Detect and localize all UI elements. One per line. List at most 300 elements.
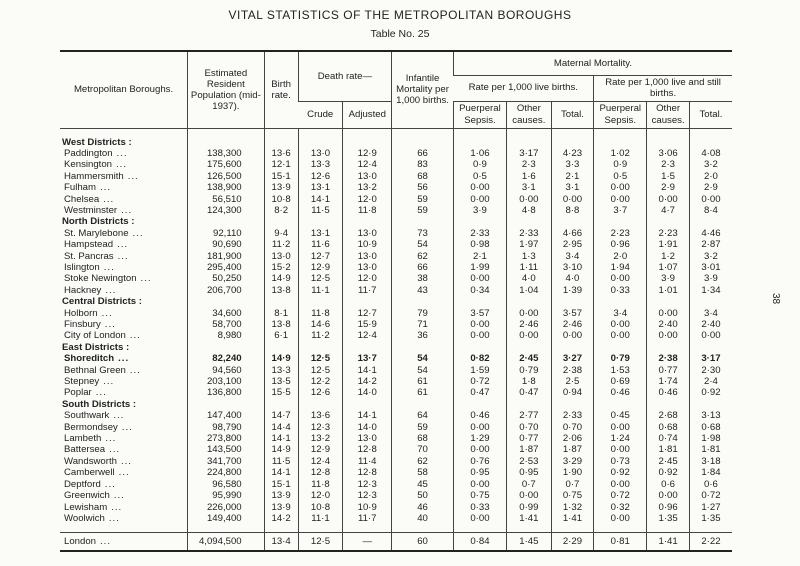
header-borough: Metropolitan Boroughs. xyxy=(60,51,188,128)
cell-l-total: 1·90 xyxy=(551,467,594,478)
cell-birth-rate: 8·1 xyxy=(264,308,298,319)
borough-name: Bethnal Green xyxy=(64,364,126,376)
cell-s-puerperal: 2·23 xyxy=(594,228,647,239)
cell-birth-rate: 12·1 xyxy=(264,159,298,170)
cell-s-other: 2·40 xyxy=(647,319,690,330)
cell-l-other: 2·53 xyxy=(507,456,552,467)
cell-s-puerperal: 0·9 xyxy=(594,159,647,170)
cell-infantile: 60 xyxy=(392,533,454,552)
cell-l-total: 3·4 xyxy=(551,251,594,262)
cell-population: 181,900 xyxy=(188,251,265,262)
cell-s-other: 0·00 xyxy=(647,308,690,319)
cell-s-total: 3·2 xyxy=(689,251,732,262)
cell-l-other: 0·70 xyxy=(507,422,552,433)
cell-l-total: 0·70 xyxy=(551,422,594,433)
header-population: Estimated Resident Population (mid-1937). xyxy=(188,51,265,128)
cell-s-other: 2·23 xyxy=(647,228,690,239)
cell-l-total: 1·32 xyxy=(551,502,594,513)
leader-dots: ... xyxy=(109,444,121,456)
cell-s-total: 2·22 xyxy=(689,533,732,552)
cell-l-puerperal: 0·72 xyxy=(453,376,506,387)
cell-s-total: 2·9 xyxy=(689,182,732,193)
cell-adjusted: 13·7 xyxy=(343,353,392,364)
cell-l-other: 1·8 xyxy=(507,376,552,387)
cell-l-total: 0·75 xyxy=(551,490,594,501)
cell-l-total: 2·06 xyxy=(551,433,594,444)
borough-name: Islington xyxy=(64,261,100,273)
section-header-row xyxy=(60,137,732,148)
cell-s-total: 3·2 xyxy=(689,159,732,170)
cell-l-other: 3·17 xyxy=(507,148,552,159)
cell-l-puerperal: 1·99 xyxy=(453,262,506,273)
borough-name: Paddington xyxy=(64,147,113,159)
cell-s-other: 0·00 xyxy=(647,490,690,501)
cell-l-puerperal: 1·06 xyxy=(453,148,506,159)
cell-birth-rate: 14·9 xyxy=(264,444,298,455)
cell-adjusted: 13·0 xyxy=(343,433,392,444)
cell-crude: 12·5 xyxy=(298,365,343,376)
cell-l-puerperal: 3·57 xyxy=(453,308,506,319)
header-birth-rate: Birth rate. xyxy=(264,51,298,128)
cell-birth-rate: 13·9 xyxy=(264,502,298,513)
cell-infantile: 68 xyxy=(392,171,454,182)
table-row xyxy=(60,330,732,341)
page-number: 38 xyxy=(770,292,782,305)
cell-birth-rate: 15·1 xyxy=(264,479,298,490)
cell-l-total: 2·38 xyxy=(551,365,594,376)
cell-l-total: 2·95 xyxy=(551,239,594,250)
cell-s-other: 1·2 xyxy=(647,251,690,262)
cell-infantile: 79 xyxy=(392,308,454,319)
cell-l-puerperal: 0·00 xyxy=(453,273,506,284)
cell-l-other: 2·3 xyxy=(507,159,552,170)
cell-population: 126,500 xyxy=(188,171,265,182)
cell-s-puerperal: 0·72 xyxy=(594,490,647,501)
section-header-row xyxy=(60,216,732,227)
cell-adjusted: 14·0 xyxy=(343,387,392,398)
borough-name: Hackney xyxy=(64,284,102,296)
table-row xyxy=(60,467,732,478)
cell-s-puerperal: 0·00 xyxy=(594,330,647,341)
table-row xyxy=(60,410,732,421)
cell-s-total: 3·17 xyxy=(689,353,732,364)
leader-dots: ... xyxy=(127,170,139,182)
cell-s-puerperal: 1·94 xyxy=(594,262,647,273)
cell-adjusted: 12·3 xyxy=(343,490,392,501)
cell-s-other: 1·41 xyxy=(647,533,690,552)
cell-s-puerperal: 0·00 xyxy=(594,444,647,455)
cell-infantile: 68 xyxy=(392,433,454,444)
cell-l-puerperal: 1·59 xyxy=(453,365,506,376)
cell-s-puerperal: 0·73 xyxy=(594,456,647,467)
cell-s-puerperal: 3·7 xyxy=(594,205,647,216)
cell-s-puerperal: 1·24 xyxy=(594,433,647,444)
cell-birth-rate: 14·9 xyxy=(264,353,298,364)
table-row xyxy=(60,273,732,284)
cell-s-total: 2·0 xyxy=(689,171,732,182)
header-per-live: Rate per 1,000 live births. xyxy=(453,75,593,101)
cell-infantile: 64 xyxy=(392,410,454,421)
cell-l-total: 1·39 xyxy=(551,285,594,296)
cell-l-other: 0·7 xyxy=(507,479,552,490)
cell-s-puerperal: 0·5 xyxy=(594,171,647,182)
cell-crude: 13·0 xyxy=(298,148,343,159)
borough-name: Greenwich xyxy=(64,490,110,502)
cell-l-puerperal: 0·00 xyxy=(453,513,506,524)
leader-dots: ... xyxy=(117,250,129,262)
cell-s-total: 8·4 xyxy=(689,205,732,216)
borough-name: Woolwich xyxy=(64,512,105,524)
leader-dots: ... xyxy=(121,421,133,433)
leader-dots: ... xyxy=(140,273,152,285)
cell-l-puerperal: 1·29 xyxy=(453,433,506,444)
table-row xyxy=(60,513,732,524)
cell-population: 138,300 xyxy=(188,148,265,159)
cell-l-puerperal: 0·00 xyxy=(453,182,506,193)
cell-adjusted: 11·8 xyxy=(343,205,392,216)
cell-population: 147,400 xyxy=(188,410,265,421)
table-row xyxy=(60,171,732,182)
cell-s-other: 0·46 xyxy=(647,387,690,398)
cell-l-puerperal: 0·84 xyxy=(453,533,506,552)
cell-infantile: 71 xyxy=(392,319,454,330)
cell-population: 92,110 xyxy=(188,228,265,239)
cell-s-other: 1·01 xyxy=(647,285,690,296)
cell-population: 273,800 xyxy=(188,433,265,444)
cell-s-puerperal: 2·0 xyxy=(594,251,647,262)
cell-s-other: 0·00 xyxy=(647,194,690,205)
cell-s-puerperal: 0·00 xyxy=(594,513,647,524)
cell-crude: 11·8 xyxy=(298,479,343,490)
cell-adjusted: 10·9 xyxy=(343,239,392,250)
leader-dots: ... xyxy=(120,455,132,467)
cell-birth-rate: 14·2 xyxy=(264,513,298,524)
cell-birth-rate: 14·9 xyxy=(264,273,298,284)
cell-crude: 11·6 xyxy=(298,239,343,250)
cell-crude: 10·8 xyxy=(298,502,343,513)
borough-name: Lambeth xyxy=(64,433,102,445)
cell-l-other: 4·0 xyxy=(507,273,552,284)
borough-name: Stepney xyxy=(64,376,100,388)
cell-population: 175,600 xyxy=(188,159,265,170)
total-label: London xyxy=(64,536,97,548)
cell-adjusted: 11·4 xyxy=(343,456,392,467)
cell-s-total: 0·6 xyxy=(689,479,732,490)
cell-s-other: 0·92 xyxy=(647,467,690,478)
cell-s-total: 3·01 xyxy=(689,262,732,273)
cell-l-total: 2·5 xyxy=(551,376,594,387)
borough-name: Holborn xyxy=(64,307,98,319)
cell-s-total: 1·81 xyxy=(689,444,732,455)
table-row xyxy=(60,490,732,501)
table-row xyxy=(60,433,732,444)
header-l-total: Total. xyxy=(551,101,594,128)
cell-l-other: 0·95 xyxy=(507,467,552,478)
cell-s-puerperal: 0·00 xyxy=(594,182,647,193)
cell-infantile: 66 xyxy=(392,148,454,159)
cell-l-total: 4·66 xyxy=(551,228,594,239)
table-row xyxy=(60,251,732,262)
borough-name: Bermondsey xyxy=(64,421,118,433)
cell-population: 206,700 xyxy=(188,285,265,296)
cell-adjusted: 11·7 xyxy=(343,513,392,524)
cell-l-puerperal: 0·00 xyxy=(453,194,506,205)
cell-l-total: 2·46 xyxy=(551,319,594,330)
leader-dots: ... xyxy=(118,353,130,365)
table-row xyxy=(60,456,732,467)
cell-population: 8,980 xyxy=(188,330,265,341)
cell-l-other: 1·04 xyxy=(507,285,552,296)
cell-population: 138,900 xyxy=(188,182,265,193)
cell-birth-rate: 15·1 xyxy=(264,171,298,182)
cell-crude: 11·2 xyxy=(298,330,343,341)
spacer-row xyxy=(60,128,732,137)
section-title: Central Districts : xyxy=(62,296,142,308)
cell-l-puerperal: 0·76 xyxy=(453,456,506,467)
cell-adjusted: 12·4 xyxy=(343,330,392,341)
cell-l-other: 1·3 xyxy=(507,251,552,262)
cell-s-puerperal: 0·92 xyxy=(594,467,647,478)
borough-name: Southwark xyxy=(64,410,110,422)
header-s-puerperal: Puerperal Sepsis. xyxy=(594,101,647,128)
table-caption: Table No. 25 xyxy=(370,28,430,40)
cell-l-total: 4·0 xyxy=(551,273,594,284)
cell-adjusted: 15·9 xyxy=(343,319,392,330)
section-title: North Districts : xyxy=(62,216,135,228)
cell-infantile: 59 xyxy=(392,205,454,216)
cell-l-other: 1·45 xyxy=(507,533,552,552)
cell-population: 4,094,500 xyxy=(188,533,265,552)
cell-birth-rate: 9·4 xyxy=(264,228,298,239)
cell-birth-rate: 15·5 xyxy=(264,387,298,398)
cell-population: 96,580 xyxy=(188,479,265,490)
cell-population: 149,400 xyxy=(188,513,265,524)
cell-s-other: 2·68 xyxy=(647,410,690,421)
cell-l-puerperal: 0·95 xyxy=(453,467,506,478)
cell-population: 50,250 xyxy=(188,273,265,284)
cell-s-total: 0·92 xyxy=(689,387,732,398)
cell-l-other: 0·79 xyxy=(507,365,552,376)
table-row xyxy=(60,319,732,330)
vital-statistics-table xyxy=(60,50,732,552)
cell-s-other: 4·7 xyxy=(647,205,690,216)
leader-dots: ... xyxy=(100,536,112,548)
cell-s-other: 2·9 xyxy=(647,182,690,193)
cell-s-puerperal: 0·96 xyxy=(594,239,647,250)
cell-l-puerperal: 0·82 xyxy=(453,353,506,364)
cell-l-puerperal: 0·47 xyxy=(453,387,506,398)
cell-crude: 12·6 xyxy=(298,387,343,398)
cell-birth-rate: 8·2 xyxy=(264,205,298,216)
cell-infantile: 59 xyxy=(392,194,454,205)
section-title: West Districts : xyxy=(62,136,132,148)
leader-dots: ... xyxy=(116,147,128,159)
cell-crude: 11·5 xyxy=(298,205,343,216)
leader-dots: ... xyxy=(129,330,141,342)
cell-infantile: 56 xyxy=(392,182,454,193)
cell-population: 224,800 xyxy=(188,467,265,478)
cell-s-puerperal: 1·02 xyxy=(594,148,647,159)
cell-birth-rate: 13·0 xyxy=(264,251,298,262)
cell-adjusted: 11·7 xyxy=(343,285,392,296)
cell-l-other: 3·1 xyxy=(507,182,552,193)
header-l-other: Other causes. xyxy=(507,101,552,128)
cell-s-other: 1·07 xyxy=(647,262,690,273)
cell-l-other: 2·77 xyxy=(507,410,552,421)
table-body xyxy=(60,128,732,551)
cell-infantile: 66 xyxy=(392,262,454,273)
table-row xyxy=(60,262,732,273)
cell-l-other: 4·8 xyxy=(507,205,552,216)
cell-s-total: 2·40 xyxy=(689,319,732,330)
cell-l-puerperal: 0·5 xyxy=(453,171,506,182)
cell-population: 82,240 xyxy=(188,353,265,364)
cell-l-other: 0·00 xyxy=(507,490,552,501)
cell-adjusted: 13·0 xyxy=(343,251,392,262)
cell-crude: 12·4 xyxy=(298,456,343,467)
borough-name: Battersea xyxy=(64,444,106,456)
leader-dots: ... xyxy=(95,387,107,399)
cell-l-total: 8·8 xyxy=(551,205,594,216)
borough-name: Poplar xyxy=(64,387,92,399)
cell-l-puerperal: 0·34 xyxy=(453,285,506,296)
cell-s-puerperal: 0·46 xyxy=(594,387,647,398)
cell-crude: 14·1 xyxy=(298,194,343,205)
table-row xyxy=(60,444,732,455)
cell-l-total: 4·23 xyxy=(551,148,594,159)
table-row xyxy=(60,308,732,319)
cell-l-total: 3·3 xyxy=(551,159,594,170)
cell-population: 124,300 xyxy=(188,205,265,216)
leader-dots: ... xyxy=(103,376,115,388)
leader-dots: ... xyxy=(104,478,116,490)
cell-l-puerperal: 2·1 xyxy=(453,251,506,262)
cell-s-total: 1·84 xyxy=(689,467,732,478)
cell-l-puerperal: 0·00 xyxy=(453,422,506,433)
table-row xyxy=(60,365,732,376)
table-row xyxy=(60,502,732,513)
cell-l-other: 1·11 xyxy=(507,262,552,273)
cell-adjusted: 14·2 xyxy=(343,376,392,387)
cell-l-puerperal: 0·98 xyxy=(453,239,506,250)
cell-adjusted: 13·0 xyxy=(343,171,392,182)
cell-s-total: 3·4 xyxy=(689,308,732,319)
cell-population: 94,560 xyxy=(188,365,265,376)
cell-birth-rate: 10·8 xyxy=(264,194,298,205)
header-adjusted: Adjusted xyxy=(343,101,392,128)
cell-s-puerperal: 0·00 xyxy=(594,194,647,205)
cell-l-other: 0·47 xyxy=(507,387,552,398)
cell-s-other: 0·74 xyxy=(647,433,690,444)
header-s-other: Other causes. xyxy=(647,101,690,128)
cell-s-other: 1·74 xyxy=(647,376,690,387)
cell-adjusted: 13·2 xyxy=(343,182,392,193)
cell-l-puerperal: 0·46 xyxy=(453,410,506,421)
cell-birth-rate: 13·9 xyxy=(264,182,298,193)
cell-s-other: 1·5 xyxy=(647,171,690,182)
cell-birth-rate: 14·4 xyxy=(264,422,298,433)
leader-dots: ... xyxy=(129,364,141,376)
header-s-total: Total. xyxy=(689,101,732,128)
cell-l-total: 0·7 xyxy=(551,479,594,490)
cell-adjusted: 12·9 xyxy=(343,148,392,159)
cell-s-puerperal: 0·45 xyxy=(594,410,647,421)
leader-dots: ... xyxy=(118,467,130,479)
table-row xyxy=(60,194,732,205)
cell-infantile: 83 xyxy=(392,159,454,170)
cell-s-other: 1·91 xyxy=(647,239,690,250)
cell-adjusted: 13·0 xyxy=(343,262,392,273)
leader-dots: ... xyxy=(105,433,117,445)
cell-population: 136,800 xyxy=(188,387,265,398)
header-infantile: Infantile Mortality per 1,000 births. xyxy=(392,51,454,128)
cell-s-other: 3·06 xyxy=(647,148,690,159)
cell-s-other: 0·77 xyxy=(647,365,690,376)
borough-name: Wandsworth xyxy=(64,455,117,467)
cell-crude: 12·5 xyxy=(298,273,343,284)
cell-infantile: 40 xyxy=(392,513,454,524)
borough-name: St. Pancras xyxy=(64,250,114,262)
cell-infantile: 61 xyxy=(392,387,454,398)
cell-infantile: 36 xyxy=(392,330,454,341)
cell-s-total: 2·4 xyxy=(689,376,732,387)
cell-s-puerperal: 0·00 xyxy=(594,479,647,490)
cell-population: 226,000 xyxy=(188,502,265,513)
table-row xyxy=(60,479,732,490)
leader-dots: ... xyxy=(132,227,144,239)
cell-s-puerperal: 0·69 xyxy=(594,376,647,387)
cell-l-other: 1·41 xyxy=(507,513,552,524)
cell-birth-rate: 13·5 xyxy=(264,376,298,387)
cell-birth-rate: 13·8 xyxy=(264,319,298,330)
cell-infantile: 43 xyxy=(392,285,454,296)
cell-population: 56,510 xyxy=(188,194,265,205)
leader-dots: ... xyxy=(100,182,111,194)
cell-crude: 13·1 xyxy=(298,182,343,193)
cell-l-other: 2·33 xyxy=(507,228,552,239)
cell-crude: 13·6 xyxy=(298,410,343,421)
table-row xyxy=(60,285,732,296)
section-header-row xyxy=(60,399,732,410)
cell-s-total: 0·00 xyxy=(689,194,732,205)
leader-dots: ... xyxy=(103,193,115,205)
section-title: South Districts : xyxy=(62,398,137,410)
cell-s-puerperal: 0·79 xyxy=(594,353,647,364)
cell-s-puerperal: 0·33 xyxy=(594,285,647,296)
cell-s-other: 1·35 xyxy=(647,513,690,524)
table-row xyxy=(60,376,732,387)
cell-s-other: 2·3 xyxy=(647,159,690,170)
cell-l-puerperal: 0·00 xyxy=(453,319,506,330)
cell-crude: 12·6 xyxy=(298,171,343,182)
cell-infantile: 54 xyxy=(392,353,454,364)
cell-s-other: 1·81 xyxy=(647,444,690,455)
section-header-row xyxy=(60,296,732,307)
cell-birth-rate: 14·7 xyxy=(264,410,298,421)
cell-crude: 12·7 xyxy=(298,251,343,262)
cell-l-puerperal: 3·9 xyxy=(453,205,506,216)
cell-adjusted: 14·0 xyxy=(343,422,392,433)
cell-l-puerperal: 0·75 xyxy=(453,490,506,501)
cell-s-puerperal: 1·53 xyxy=(594,365,647,376)
borough-name: St. Marylebone xyxy=(64,227,129,239)
table-row xyxy=(60,159,732,170)
cell-infantile: 62 xyxy=(392,456,454,467)
cell-birth-rate: 13·6 xyxy=(264,148,298,159)
cell-adjusted: 12·8 xyxy=(343,467,392,478)
leader-dots: ... xyxy=(104,319,116,330)
cell-adjusted: — xyxy=(343,533,392,552)
